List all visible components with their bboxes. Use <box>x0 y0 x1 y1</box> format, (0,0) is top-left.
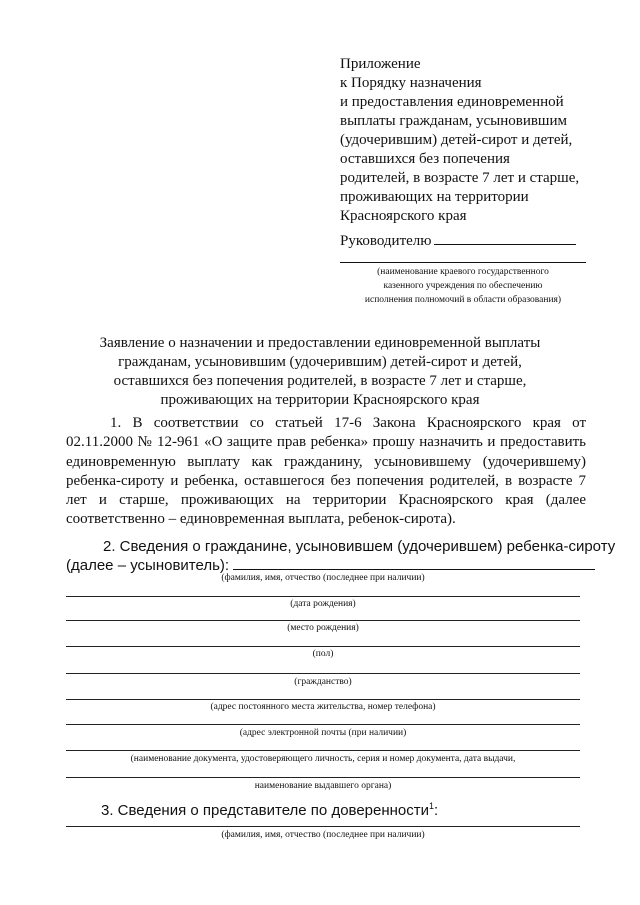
appendix-line: к Порядку назначения <box>340 75 482 91</box>
addressee-rule <box>340 262 586 263</box>
section-2-line-1: 2. Сведения о гражданине, усыновившем (удочерившем) ребенка-сироту <box>103 538 616 555</box>
caption-citizenship: (гражданство) <box>294 677 352 687</box>
addressee-caption-line: казенного учреждения по обеспечению <box>383 281 543 291</box>
section-2-label: (далее – усыновитель): <box>66 557 230 574</box>
caption-address-phone: (адрес постоянного места жительства, номер телефона) <box>210 702 436 712</box>
email-field[interactable] <box>66 724 580 725</box>
appendix-line: (удочерившим) детей-сирот и детей, <box>340 132 573 148</box>
section-2-heading <box>66 537 616 575</box>
section-1-text: 1. В соответствии со статьей 17-6 Закона Красноярского края от 02.11.2000 № 12-961 «О защите прав ребенка» прошу назначить и предоставить единовременную выплату как гражданину, усыновившему (удочерившему) ребенка-сироту и ребенка, оставшегося без попечения родителей, в возрасте 7 лет и старше, проживающих на территории Красноярского края (далее соответственно – единовременная выплата, ребенок-сирота). <box>66 415 586 528</box>
section-3-heading <box>101 797 438 820</box>
section-1-paragraph <box>66 414 586 530</box>
caption-email: (адрес электронной почты (при наличии) <box>239 728 407 738</box>
appendix-line: и предоставления единовременной <box>340 94 564 110</box>
birth-place-field[interactable] <box>66 620 580 621</box>
appendix-line: проживающих на территории <box>340 189 529 205</box>
appendix-line: родителей, в возрасте 7 лет и старше, <box>340 170 580 186</box>
appendix-line: Красноярского края <box>340 208 467 224</box>
addressee-caption-line: исполнения полномочий в области образования) <box>364 295 562 305</box>
caption-birth-place: (место рождения) <box>287 623 359 633</box>
section-3-label: 3. Сведения о представителе по доверенности <box>101 802 430 819</box>
appendix-header <box>340 55 600 226</box>
appendix-line: выплаты гражданам, усыновившим <box>340 113 567 129</box>
section-3-suffix: : <box>434 802 439 819</box>
addressee-line <box>340 231 576 251</box>
representative-name-field[interactable] <box>66 826 580 827</box>
caption-birth-date: (дата рождения) <box>290 599 356 609</box>
birth-date-field[interactable] <box>66 596 580 597</box>
title-line: Заявление о назначении и предоставлении единовременной выплаты <box>99 335 541 351</box>
caption-full-name: (фамилия, имя, отчество (последнее при наличии) <box>221 573 425 583</box>
citizenship-field[interactable] <box>66 673 580 674</box>
title-line: проживающих на территории Красноярского края <box>160 392 480 408</box>
addressee-caption-line: (наименование краевого государственного <box>377 267 549 277</box>
sex-field[interactable] <box>66 646 580 647</box>
adopter-name-field[interactable] <box>233 556 595 570</box>
caption-identity-document: (наименование документа, удостоверяющего личность, серия и номер документа, дата выдачи, <box>130 754 516 764</box>
caption-issuing-authority: наименование выдавшего органа) <box>254 781 392 791</box>
caption-sex: (пол) <box>312 649 334 659</box>
addressee-label: Руководителю <box>340 233 432 249</box>
title-line: оставшихся без попечения родителей, в возрасте 7 лет и старше, <box>113 373 527 389</box>
addressee-field[interactable] <box>434 231 576 245</box>
addressee-caption <box>338 265 588 307</box>
issuing-authority-field[interactable] <box>66 777 580 778</box>
title-line: гражданам, усыновившим (удочерившим) детей-сирот и детей, <box>118 354 522 370</box>
appendix-line: Приложение <box>340 56 421 72</box>
appendix-line: оставшихся без попечения <box>340 151 510 167</box>
footnote-mark: 1 <box>429 801 435 811</box>
address-phone-field[interactable] <box>66 699 580 700</box>
caption-representative-name: (фамилия, имя, отчество (последнее при наличии) <box>221 830 425 840</box>
document-title <box>60 334 580 410</box>
identity-document-field[interactable] <box>66 750 580 751</box>
